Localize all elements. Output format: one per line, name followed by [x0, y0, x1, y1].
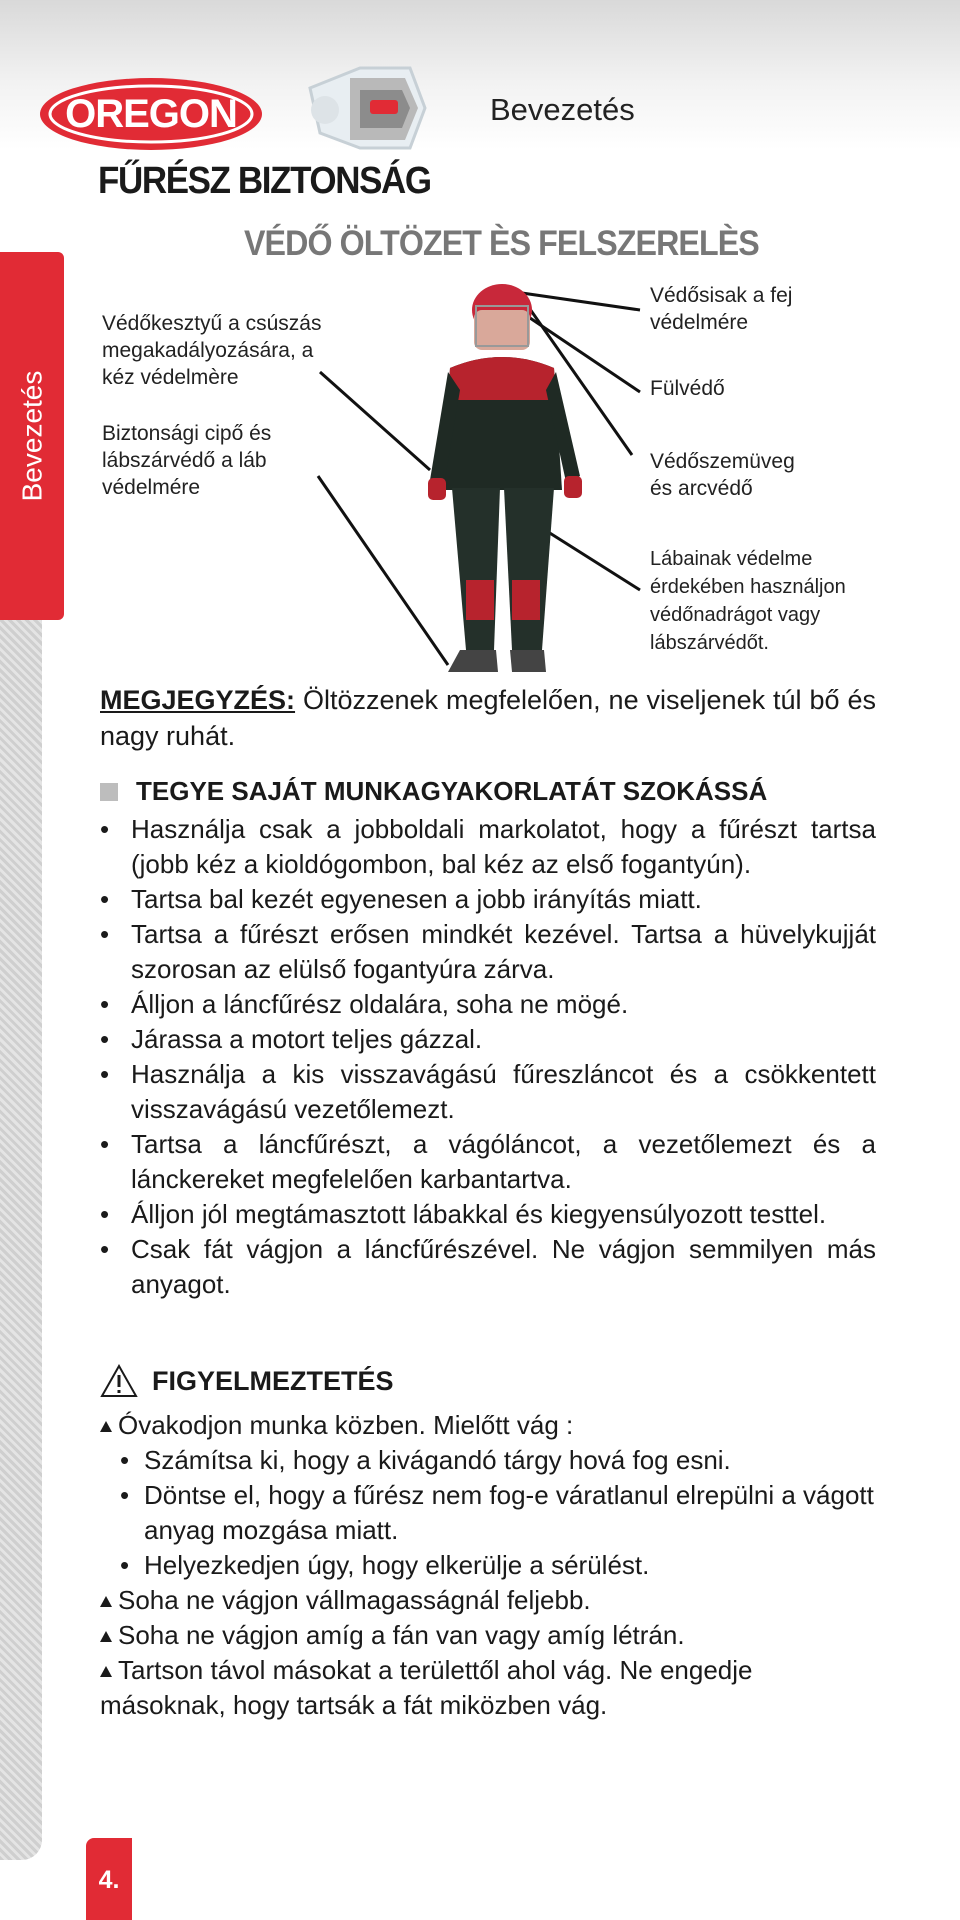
label-line: Lábainak védelme: [650, 548, 813, 570]
page-subtitle: VÉDŐ ÖLTÖZET ÈS FELSZERELÈS: [244, 224, 759, 263]
practice-list: [100, 812, 876, 1302]
warning-item: [100, 1618, 876, 1653]
list-item: • Álljon a láncfűrész oldalára, soha ne mögé.: [100, 987, 876, 1022]
practice-heading: [100, 776, 767, 807]
warning-heading-text: FIGYELMEZTETÉS: [152, 1365, 394, 1396]
warning-heading: [100, 1364, 394, 1398]
label-line: védelmére: [102, 476, 201, 499]
section-heading: Bevezetés: [490, 92, 635, 127]
list-item: • Tartsa bal kezét egyenesen a jobb irányítás miatt.: [100, 882, 876, 917]
warning-subitem: • Helyezkedjen úgy, hogy elkerülje a sérülést.: [100, 1548, 876, 1583]
label-line: Védősisak a fej: [650, 284, 793, 307]
warning-item: [100, 1408, 876, 1443]
label-line: kéz védelmère: [102, 366, 239, 389]
label-line: védőnadrágot vagy: [650, 604, 821, 626]
warning-item-text: Soha ne vágjon vállmagasságnál feljebb.: [118, 1585, 591, 1615]
label-line: Biztonsági cipő és: [102, 422, 272, 445]
list-item: • Csak fát vágjon a láncfűrészével. Ne vágjon semmilyen más anyagot.: [100, 1232, 876, 1302]
page-number: 4.: [98, 1866, 120, 1894]
label-legs: [650, 545, 846, 657]
label-line: lábszárvédő a láb: [102, 449, 267, 472]
label-boots: [102, 420, 271, 501]
label-visor: [650, 448, 795, 502]
note-keyword: MEGJEGYZÉS:: [100, 685, 296, 715]
label-line: és arcvédő: [650, 477, 753, 500]
note-paragraph: [100, 682, 876, 754]
warning-item: [100, 1653, 876, 1723]
triangle-bullet-icon: [100, 1631, 112, 1642]
triangle-bullet-icon: [100, 1596, 112, 1607]
label-helmet: [650, 282, 792, 336]
side-tab-text: Bevezetés: [16, 370, 47, 502]
warning-item-text: Tartson távol másokat a területtől ahol vág. Ne engedje másoknak, hogy tartsák a fát miközben vág.: [100, 1655, 753, 1720]
list-item: • Álljon jól megtámasztott lábakkal és kiegyensúlyozott testtel.: [100, 1197, 876, 1232]
label-line: védelmére: [650, 311, 749, 334]
square-bullet-icon: [100, 783, 118, 801]
warning-list: [100, 1408, 876, 1723]
warning-item-text: Soha ne vágjon amíg a fán van vagy amíg létrán.: [118, 1620, 685, 1650]
warning-triangle-icon: [100, 1364, 138, 1398]
label-line: érdekében használjon: [650, 576, 846, 598]
left-decorative-strip: [0, 600, 42, 1860]
list-item: • Tartsa a fűrészt erősen mindkét kezével. Tartsa a hüvelykujját szorosan az elülső fogantyúra zárva.: [100, 917, 876, 987]
triangle-bullet-icon: [100, 1421, 112, 1432]
label-line: megakadályozására, a: [102, 339, 314, 362]
brand-name: OREGON: [65, 91, 237, 136]
practice-heading-text: TEGYE SAJÁT MUNKAGYAKORLATÁT SZOKÁSSÁ: [136, 776, 768, 806]
page-title: FŰRÉSZ BIZTONSÁG: [98, 160, 431, 202]
warning-subitem: • Döntse el, hogy a fűrész nem fog-e váratlanul elrepülni a vágott anyag mozgása miatt.: [100, 1478, 876, 1548]
list-item: • Használja a kis visszavágású fűreszláncot és a csökkentett visszavágású vezetőlemezt.: [100, 1057, 876, 1127]
chainsaw-illustration-icon: [290, 48, 440, 178]
label-gloves: [102, 310, 321, 391]
note-text: Öltözzenek megfelelően, ne viseljenek túl bő és nagy ruhát.: [100, 685, 876, 751]
label-line: Védőszemüveg: [650, 450, 795, 473]
protective-clothing-figure: [420, 280, 590, 690]
triangle-bullet-icon: [100, 1666, 112, 1677]
list-item: • Használja csak a jobboldali markolatot, hogy a fűrészt tartsa (jobb kéz a kioldógombon, bal kéz az első fogantyún).: [100, 812, 876, 882]
warning-item: [100, 1583, 876, 1618]
label-earmuff: [650, 375, 725, 402]
label-line: Védőkesztyű a csúszás: [102, 312, 322, 335]
label-line: Fülvédő: [650, 377, 725, 400]
warning-subitem: • Számítsa ki, hogy a kivágandó tárgy hová fog esni.: [100, 1443, 876, 1478]
list-item: • Járassa a motort teljes gázzal.: [100, 1022, 876, 1057]
list-item: • Tartsa a láncfűrészt, a vágóláncot, a vezetőlemezt és a lánckereket megfelelően karbantartva.: [100, 1127, 876, 1197]
warning-item-text: Óvakodjon munka közben. Mielőtt vág :: [118, 1410, 574, 1440]
label-line: lábszárvédőt.: [650, 632, 769, 654]
side-section-tab-label: [0, 252, 64, 620]
